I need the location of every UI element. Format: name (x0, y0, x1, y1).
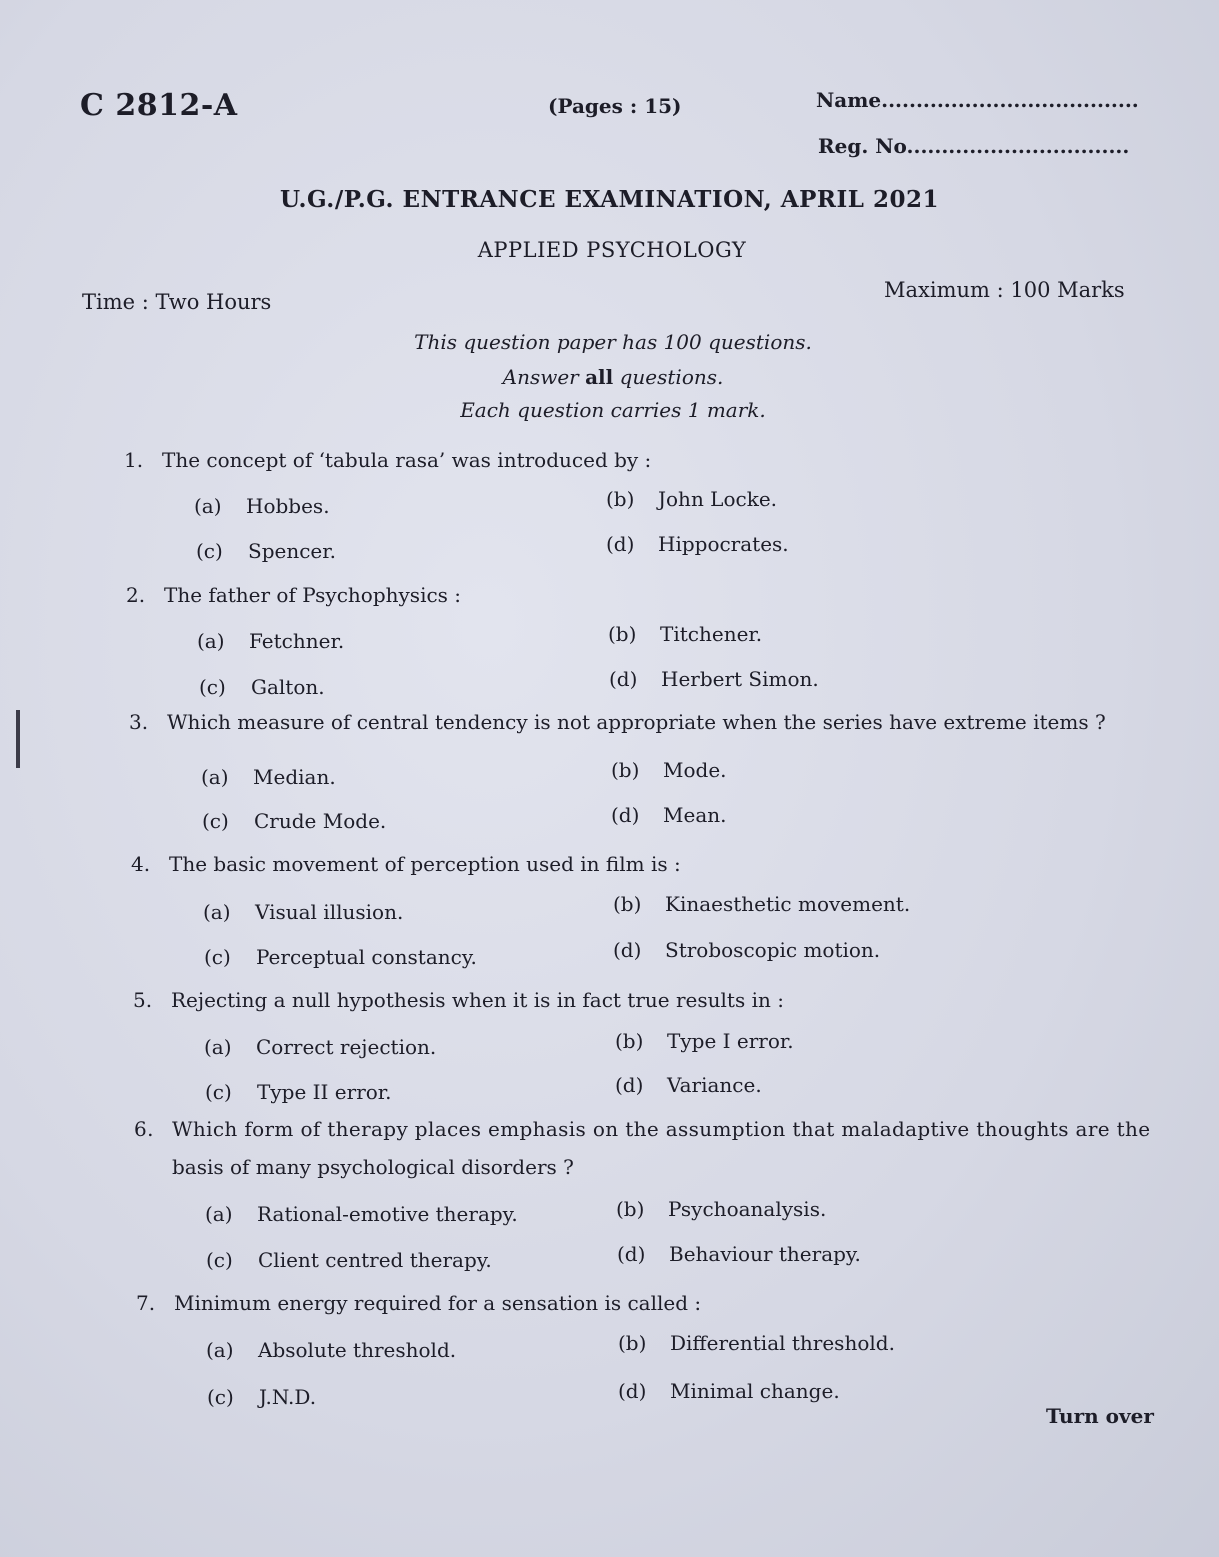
option-6d (617, 1242, 861, 1266)
question-7 (136, 1291, 701, 1315)
option-label: (c) (199, 675, 226, 699)
option-7a (206, 1338, 456, 1362)
question-number: 1. (124, 448, 144, 472)
question-4 (131, 852, 681, 876)
option-text: Rational-emotive therapy. (257, 1202, 518, 1226)
option-text: Type I error. (667, 1029, 794, 1053)
instruction-line-1: This question paper has 100 questions. (414, 330, 812, 354)
option-label: (a) (204, 1035, 232, 1059)
option-5a (204, 1035, 436, 1059)
option-label: (b) (606, 487, 635, 511)
option-label: (c) (204, 945, 231, 969)
name-field-label: Name..................................... (816, 88, 1139, 112)
option-label: (b) (616, 1197, 645, 1221)
question-5 (133, 988, 784, 1012)
option-1d (606, 532, 789, 556)
option-text: J.N.D. (259, 1385, 317, 1409)
option-text: Crude Mode. (254, 809, 387, 833)
option-4a (203, 900, 403, 924)
option-1a (194, 494, 330, 518)
question-number: 3. (129, 710, 149, 734)
option-6c (206, 1248, 492, 1272)
option-label: (d) (609, 667, 638, 691)
option-2d (609, 667, 819, 691)
option-text: Median. (253, 765, 336, 789)
option-text: Minimal change. (670, 1379, 840, 1403)
option-3d (611, 803, 726, 827)
option-label: (c) (202, 809, 229, 833)
question-number: 7. (136, 1291, 156, 1315)
option-text: Perceptual constancy. (256, 945, 477, 969)
question-1 (124, 448, 651, 472)
option-text: Behaviour therapy. (669, 1242, 861, 1266)
option-5c (205, 1080, 392, 1104)
option-text: Correct rejection. (256, 1035, 437, 1059)
option-text: Hippocrates. (658, 532, 789, 556)
question-number: 4. (131, 852, 151, 876)
option-text: Fetchner. (249, 629, 345, 653)
option-3c (202, 809, 386, 833)
option-6a (205, 1202, 518, 1226)
option-label: (b) (618, 1331, 647, 1355)
instruction-line-2 (0, 365, 1219, 389)
question-text: The concept of ‘tabula rasa’ was introduced by : (162, 448, 652, 472)
option-label: (d) (613, 938, 642, 962)
instruction-text: Answer (502, 365, 586, 389)
option-label: (a) (194, 494, 222, 518)
option-label: (b) (615, 1029, 644, 1053)
option-text: Type II error. (257, 1080, 392, 1104)
option-text: Absolute threshold. (258, 1338, 457, 1362)
margin-mark (16, 710, 20, 768)
turn-over-note: Turn over (1046, 1404, 1154, 1428)
page-count: (Pages : 15) (548, 94, 682, 118)
question-text: Which measure of central tendency is not appropriate when the series have extreme items ? (167, 710, 1106, 734)
option-label: (a) (205, 1202, 233, 1226)
instruction-text: questions. (613, 365, 724, 389)
option-1c (196, 539, 336, 563)
exam-max-marks: Maximum : 100 Marks (884, 278, 1125, 302)
option-label: (d) (611, 803, 640, 827)
question-number: 2. (126, 583, 146, 607)
question-text: Which form of therapy places emphasis on the assumption that maladaptive thoughts are the (172, 1117, 1151, 1141)
paper-code: C 2812-A (80, 88, 238, 123)
option-2b (608, 622, 762, 646)
option-label: (b) (608, 622, 637, 646)
option-label: (b) (611, 758, 640, 782)
option-7d (618, 1379, 840, 1403)
question-6 (134, 1117, 1150, 1141)
option-5d (615, 1073, 762, 1097)
option-3a (201, 765, 336, 789)
option-7c (207, 1385, 316, 1409)
question-text: Rejecting a null hypothesis when it is in fact true results in : (171, 988, 784, 1012)
option-label: (d) (617, 1242, 646, 1266)
option-label: (c) (207, 1385, 234, 1409)
option-label: (a) (201, 765, 229, 789)
option-7b (618, 1331, 895, 1355)
option-text: Client centred therapy. (258, 1248, 492, 1272)
option-text: Differential threshold. (670, 1331, 895, 1355)
option-6b (616, 1197, 826, 1221)
question-6-continuation: basis of many psychological disorders ? (172, 1155, 574, 1179)
question-text: The basic movement of perception used in film is : (169, 852, 681, 876)
option-label: (a) (206, 1338, 234, 1362)
option-label: (a) (203, 900, 231, 924)
option-label: (d) (606, 532, 635, 556)
option-4d (613, 938, 880, 962)
exam-subject: APPLIED PSYCHOLOGY (477, 238, 747, 262)
instruction-line-3: Each question carries 1 mark. (460, 398, 766, 422)
option-text: Spencer. (248, 539, 336, 563)
option-text: Titchener. (660, 622, 763, 646)
option-text: Mean. (663, 803, 727, 827)
option-5b (615, 1029, 794, 1053)
option-2a (197, 629, 344, 653)
exam-time: Time : Two Hours (82, 290, 272, 314)
option-text: John Locke. (658, 487, 778, 511)
option-text: Variance. (667, 1073, 762, 1097)
option-label: (b) (613, 892, 642, 916)
question-text: Minimum energy required for a sensation is called : (174, 1291, 702, 1315)
reg-no-field-label: Reg. No................................ (818, 134, 1130, 158)
question-number: 5. (133, 988, 153, 1012)
option-1b (606, 487, 777, 511)
question-3 (129, 710, 1106, 734)
option-text: Mode. (663, 758, 727, 782)
question-text: The father of Psychophysics : (164, 583, 462, 607)
option-text: Psychoanalysis. (668, 1197, 827, 1221)
option-label: (d) (615, 1073, 644, 1097)
option-text: Stroboscopic motion. (665, 938, 881, 962)
option-3b (611, 758, 727, 782)
option-text: Kinaesthetic movement. (665, 892, 911, 916)
option-2c (199, 675, 325, 699)
option-label: (d) (618, 1379, 647, 1403)
question-number: 6. (134, 1117, 154, 1141)
option-text: Hobbes. (246, 494, 330, 518)
option-4b (613, 892, 910, 916)
option-text: Herbert Simon. (661, 667, 819, 691)
instruction-emphasis: all (585, 365, 614, 389)
option-label: (c) (206, 1248, 233, 1272)
option-label: (c) (196, 539, 223, 563)
question-2 (126, 583, 461, 607)
option-4c (204, 945, 477, 969)
option-text: Galton. (251, 675, 325, 699)
option-text: Visual illusion. (255, 900, 404, 924)
exam-title: U.G./P.G. ENTRANCE EXAMINATION, APRIL 2021 (280, 186, 939, 213)
option-label: (c) (205, 1080, 232, 1104)
option-label: (a) (197, 629, 225, 653)
